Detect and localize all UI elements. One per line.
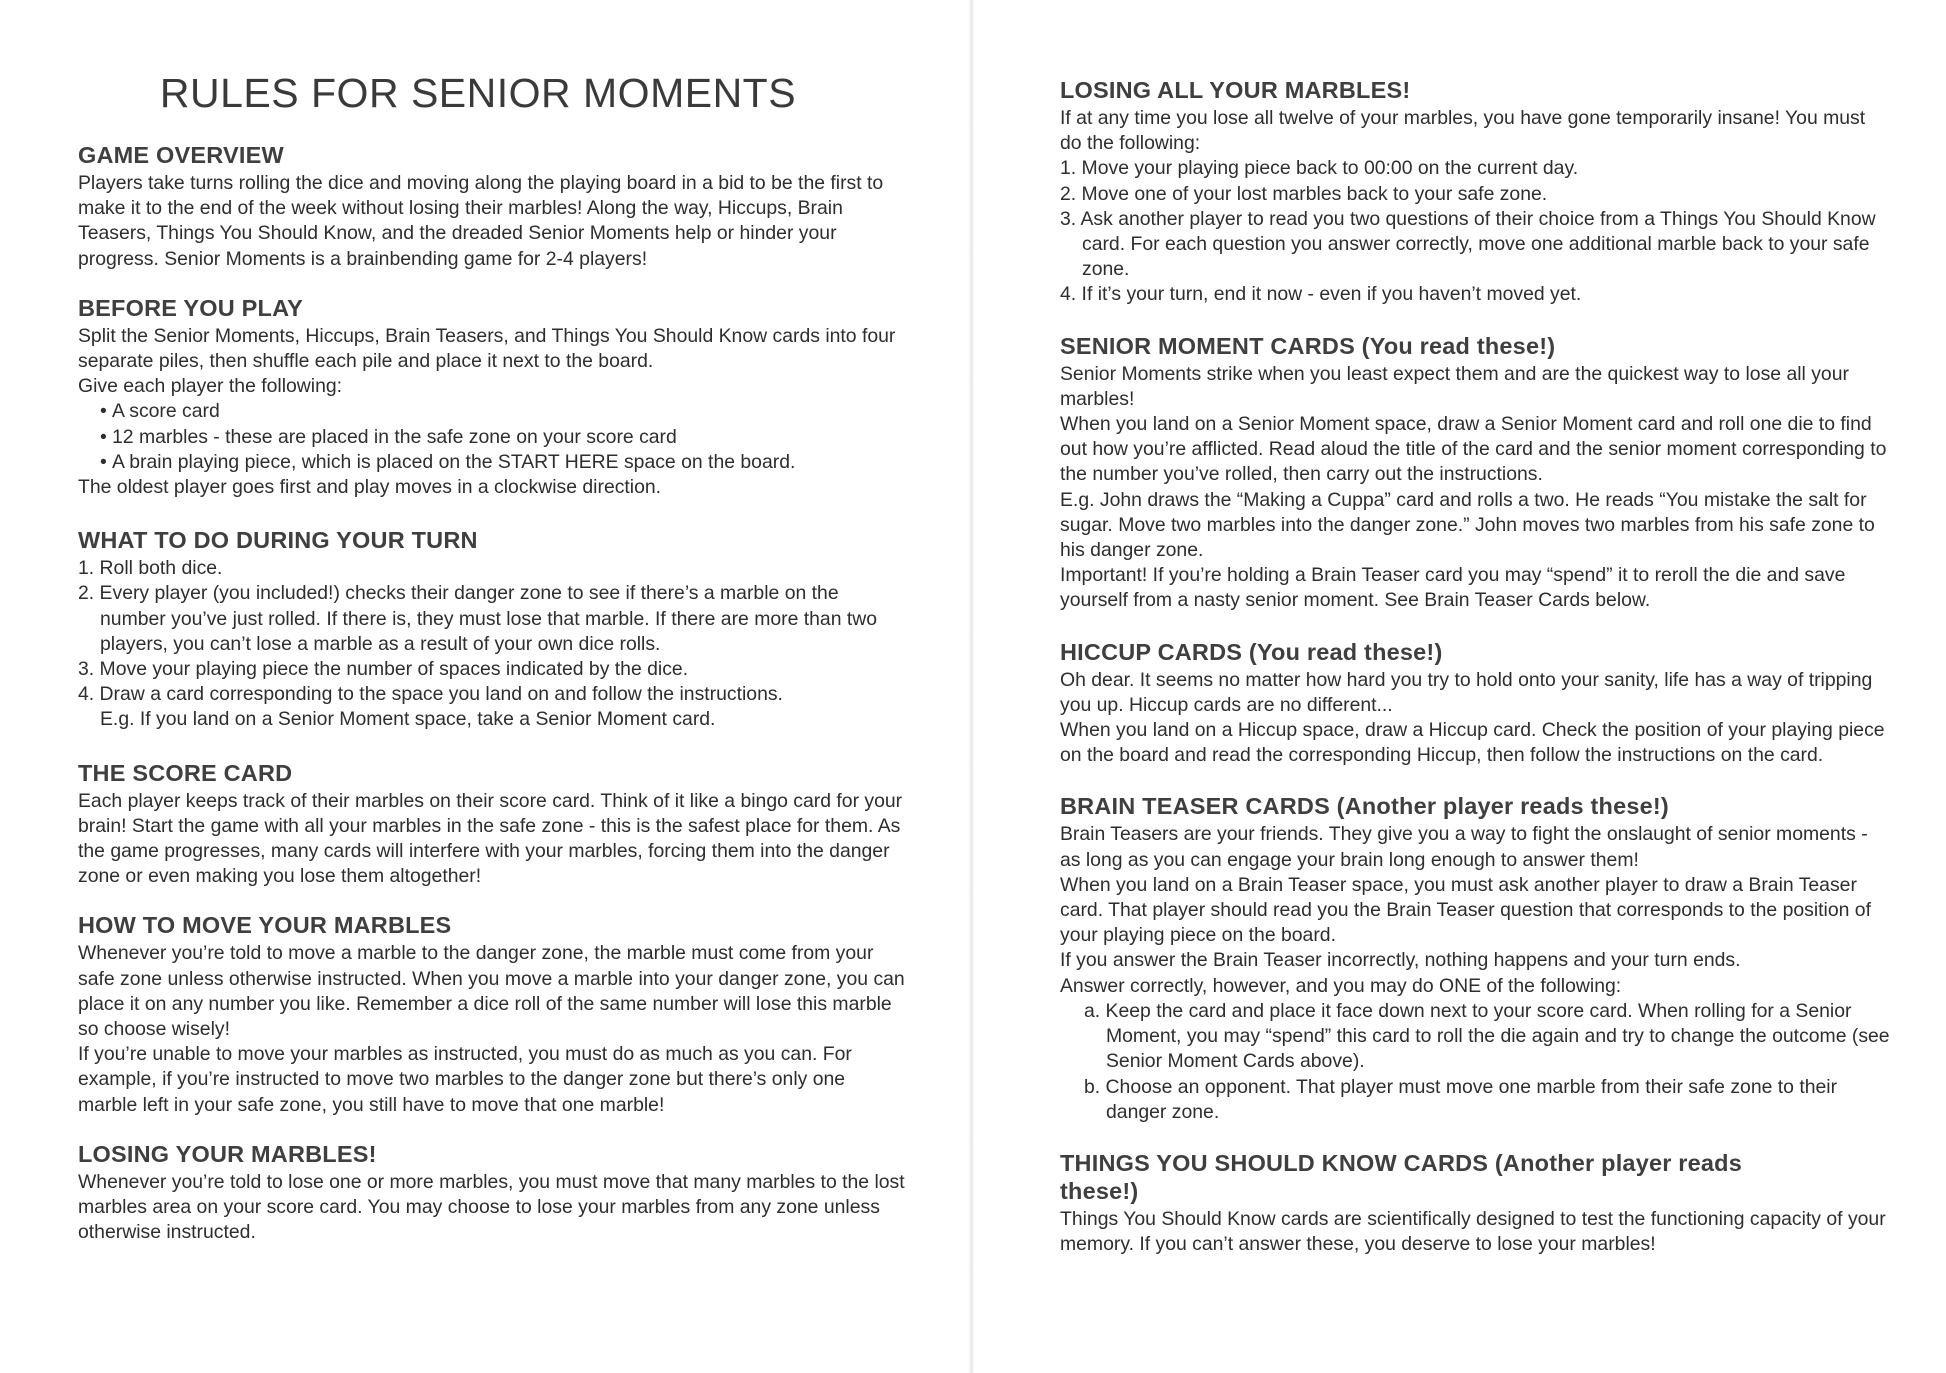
section-things-you-should-know [1060,1149,1890,1257]
list-item: 2. Every player (you included!) checks their danger zone to see if there’s a marble on the number you’ve just rolled. If there is, they must lose that marble. If there are more than two players, you can’t lose a marble as a result of your own dice rolls. [78,582,878,655]
heading-losing-marbles: LOSING YOUR MARBLES! [78,1140,377,1167]
list-item: 2. Move one of your lost marbles back to your safe zone. [1060,182,1548,205]
bullet-icon: • [100,425,107,448]
section-during-turn [78,526,908,732]
score-text: Each player keeps track of their marbles on their score card. Think of it like a bingo card for your brain! Start the game with all your marbles in the safe zone - this is the safest place for them. As the game progresses, many cards will interfere with your marbles, forcing them into the danger zone or even making you lose them altogether! [78,789,903,888]
heading-before-you-play: BEFORE YOU PLAY [78,294,303,321]
heading-things-you-should-know: THINGS YOU SHOULD KNOW CARDS (Another player reads these!) [1060,1149,1743,1204]
losing-all-intro: If at any time you lose all twelve of your marbles, you have gone temporarily insane! You must do the following: [1060,107,1866,155]
senior-p1: Senior Moments strike when you least expect them and are the quickest way to lose all your marbles! [1060,362,1849,410]
page-title: RULES FOR SENIOR MOMENTS [159,70,797,116]
teaser-p2: When you land on a Brain Teaser space, you must ask another player to draw a Brain Teaser card. That player should read you the Brain Teaser question that corresponds to the position of your playing piece on the board. [1060,873,1871,947]
section-senior-moment-cards [1060,332,1890,614]
list-item: 3. Ask another player to read you two questions of their choice from a Things You Should Know card. For each question you answer correctly, move one additional marble back to your safe zone. [1060,207,1876,281]
hiccup-p1: Oh dear. It seems no matter how hard you try to hold onto your sanity, life has a way of tripping you up. Hiccup cards are no different... [1060,668,1873,716]
left-column [78,70,908,1268]
teaser-options-list [1060,999,1890,1125]
losing-text: Whenever you’re told to lose one or more marbles, you must move that many marbles to the lost marbles area on your score card. You may choose to lose your marbles from any zone unless otherwise instructed. [78,1170,905,1244]
heading-game-overview: GAME OVERVIEW [78,142,284,168]
list-item: 4. If it’s your turn, end it now - even if you haven’t moved yet. [1060,283,1582,306]
senior-p2: When you land on a Senior Moment space, draw a Senior Moment card and roll one die to find out how you’re afflicted. Read aloud the title of the card and the senior moment corresponding to the number you’ve rolled, then carry out the instructions. [1060,413,1887,486]
list-item: 4. Draw a card corresponding to the space you land on and follow the instructions. [78,683,783,706]
before-intro: Split the Senior Moments, Hiccups, Brain Teasers, and Things You Should Know cards into four separate piles, then shuffle each pile and place it next to the board. [78,324,896,373]
move-text-1: Whenever you’re told to move a marble to the danger zone, the marble must come from your safe zone unless otherwise instructed. When you move a marble into your danger zone, you can place it on any number you like. Remember a dice roll of the same number will lose this marble so choose wisely! [78,942,905,1041]
teaser-p4: Answer correctly, however, and you may do ONE of the following: [1060,974,1622,997]
before-outro: The oldest player goes first and play moves in a clockwise direction. [78,476,662,499]
turn-list [78,556,908,707]
section-losing-marbles [78,1140,908,1246]
list-item: • A score card [78,399,908,424]
heading-senior-moment-cards: SENIOR MOMENT CARDS (You read these!) [1060,332,1556,359]
section-before-you-play [78,294,908,500]
heading-losing-all: LOSING ALL YOUR MARBLES! [1060,77,1411,103]
losing-all-list [1060,156,1890,307]
list-item: • 12 marbles - these are placed in the safe zone on your score card [78,425,908,450]
section-score-card [78,759,908,890]
hiccup-p2: When you land on a Hiccup space, draw a Hiccup card. Check the position of your playing piece on the board and read the corresponding Hiccup, then follow the instructions on the card. [1060,719,1885,767]
heading-move-marbles: HOW TO MOVE YOUR MARBLES [78,912,452,939]
bullet-icon: • [100,400,107,423]
move-text-2: If you’re unable to move your marbles as instructed, you must do as much as you can. For example, if you’re instructed to move two marbles to the danger zone but there’s only one marble left in your safe zone, you still have to move that one marble! [78,1043,852,1116]
senior-p3: E.g. John draws the “Making a Cuppa” card and rolls a two. He reads “You mistake the salt for sugar. Move two marbles into the danger zone.” John moves two marbles from his safe zone to his danger zone. [1060,488,1875,562]
overview-text: Players take turns rolling the dice and moving along the playing board in a bid to be the first to make it to the end of the week without losing their marbles! Along the way, Hiccups, Brain Teasers, Things You Should Know, and the dreaded Senior Moments help or hinder your progress. Senior Moments is a brainbending game for 2-4 players! [78,172,884,270]
list-item: • A brain playing piece, which is placed on the START HERE space on the board. [78,450,908,475]
bullet-icon: • [100,450,107,473]
list-item: a. Keep the card and place it face down next to your score card. When rolling for a Senior Moment, you may “spend” this card to roll the die again and try to change the outcome (see Senior Moment Cards above). [1084,999,1890,1073]
section-hiccup-cards [1060,638,1890,769]
list-item: 3. Move your playing piece the number of spaces indicated by the dice. [78,658,689,681]
heading-brain-teaser-cards: BRAIN TEASER CARDS (Another player reads these!) [1060,793,1669,820]
right-page [972,0,1946,1373]
heading-score-card: THE SCORE CARD [78,759,293,786]
teaser-p1: Brain Teasers are your friends. They give you a way to fight the onslaught of senior moments - as long as you can engage your brain long enough to answer them! [1060,823,1868,871]
heading-hiccup-cards: HICCUP CARDS (You read these!) [1060,638,1443,665]
section-move-marbles [78,911,908,1117]
before-list [78,399,908,475]
section-game-overview [78,141,908,272]
section-brain-teaser-cards [1060,792,1890,1124]
list-item: b. Choose an opponent. That player must move one marble from their safe zone to their danger zone. [1084,1075,1838,1123]
list-item: 1. Roll both dice. [78,557,223,580]
teaser-p3: If you answer the Brain Teaser incorrectly, nothing happens and your turn ends. [1060,949,1741,972]
heading-during-turn: WHAT TO DO DURING YOUR TURN [78,527,478,554]
senior-p4: Important! If you’re holding a Brain Teaser card you may “spend” it to reroll the die and save yourself from a nasty senior moment. See Brain Teaser Cards below. [1060,564,1846,612]
before-give: Give each player the following: [78,375,343,398]
right-column [1060,76,1890,1279]
things-text: Things You Should Know cards are scientifically designed to test the functioning capacity of your memory. If you can’t answer these, you deserve to lose your marbles! [1060,1207,1886,1256]
turn-example: E.g. If you land on a Senior Moment space, take a Senior Moment card. [100,708,716,731]
left-page [0,0,970,1373]
section-losing-all [1060,76,1890,308]
list-item: 1. Move your playing piece back to 00:00 on the current day. [1060,157,1579,180]
